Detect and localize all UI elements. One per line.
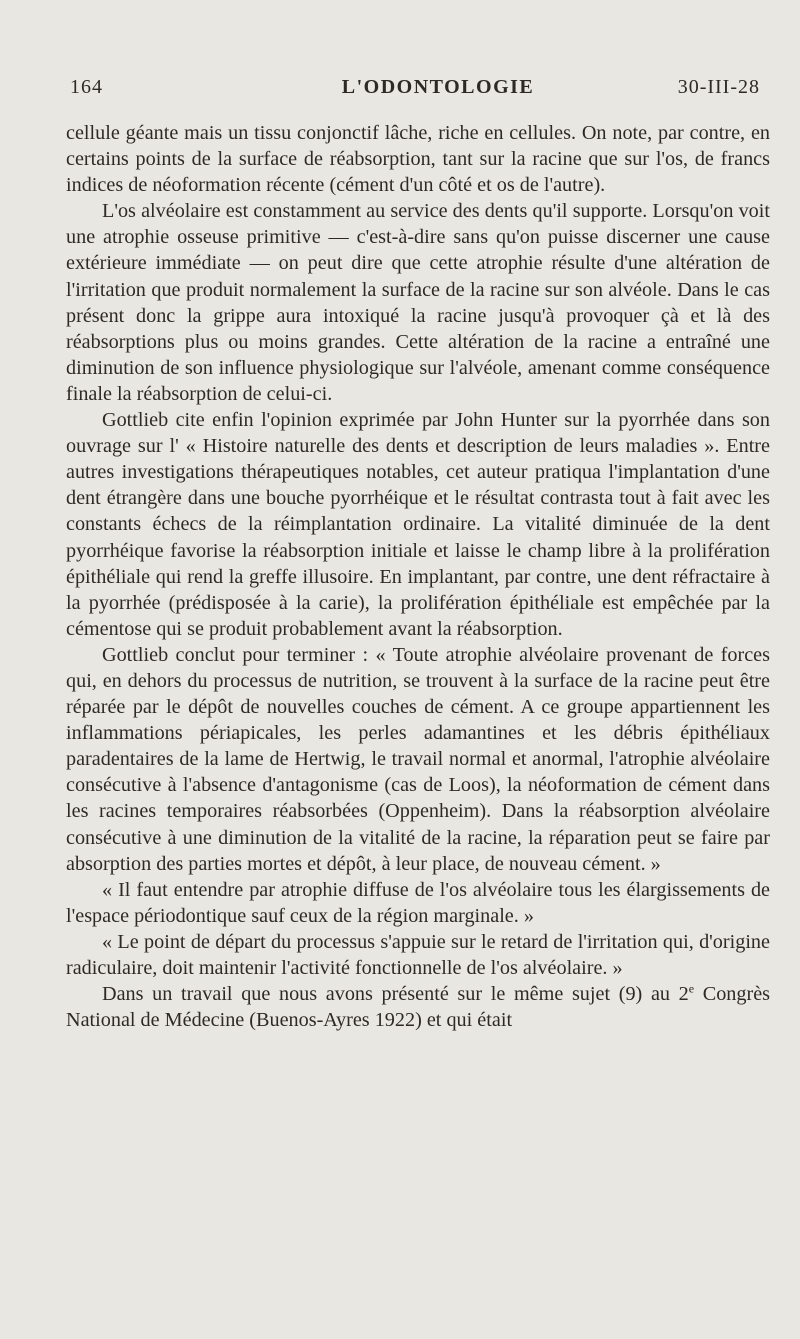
article-body — [66, 120, 770, 1033]
paragraph: Gottlieb conclut pour terminer : « Toute atrophie alvéolaire provenant de forces qui, en dehors du processus de nutrition, se trouvent à la surface de la racine peut être réparée par le dépôt de nouvelles couches de cément. A ce groupe appartiennent les inflammations périapicales, les perles adamantines et les débris épithéliaux paradentaires de la lame de Hertwig, le travail normal et anormal, l'atrophie alvéolaire consécutive à l'absence d'antagonisme (cas de Loos), la néoformation de cément dans les racines temporaires réabsorbées (Oppenheim). Dans la réabsorption alvéolaire consécutive à une diminution de la vitalité de la racine, la réparation peut se faire par absorption des parties mortes et dépôt, à leur place, de nouveau cément. » — [66, 643, 770, 875]
paragraph: « Le point de départ du processus s'appuie sur le retard de l'irritation qui, d'origine radiculaire, doit maintenir l'activité fonctionnelle de l'os alvéolaire. » — [66, 930, 770, 979]
paragraph-last — [66, 981, 770, 1033]
text-run: Dans un travail que nous avons présenté sur le même sujet — [102, 983, 611, 1006]
paragraph: L'os alvéolaire est constamment au service des dents qu'il supporte. Lorsqu'on voit une atrophie osseuse primitive — c'est-à-dire sans qu'on puisse discerner une cause extérieure immédiate — on peut dire que cette atrophie résulte d'une altération de l'irritation que produit normalement la surface de la racine sur son alvéole. Dans le cas présent donc la grippe aura intoxiqué la racine jusqu'à provoquer çà et là des réabsorptions plus ou moins grandes. Cette altération de la racine a entraîné une diminution de son influence physiologique sur l'alvéole, amenant comme conséquence finale la réabsorption de celui-ci. — [66, 200, 770, 405]
text-run: au 2 — [650, 983, 689, 1006]
page-number: 164 — [70, 76, 103, 98]
journal-title: L'ODONTOLOGIE — [341, 76, 535, 98]
paragraph: Gottlieb cite enfin l'opinion exprimée par John Hunter sur la pyorrhée dans son ouvrage sur l' « Histoire naturelle des dents et description de leurs maladies ». Entre autres investigations thérapeutiques notables, cet auteur pratiqua l'implantation d'une dent étrangère dans une bouche pyorrhéique et le résultat contrasta tout à fait avec les constants échecs de la réimplantation ordinaire. La vitalité diminuée de la dent pyorrhéique favorise la réabsorption initiale et laisse le champ libre à la prolifération épithéliale qui rend la greffe illusoire. En implantant, par contre, une dent réfractaire à la pyorrhée (prédisposée à la carie), la prolifération épithéliale est empêchée par la cémentose qui se produit probablement avant la réabsorption. — [66, 409, 770, 640]
running-header — [66, 76, 770, 106]
superscript: e — [688, 981, 695, 996]
issue-date: 30-III-28 — [677, 76, 760, 98]
paragraph: « Il faut entendre par atrophie diffuse de l'os alvéolaire tous les élargissements de l'espace périodontique sauf ceux de la région marginale. » — [66, 878, 770, 927]
text-run: Congrès National de Médecine (Buenos-Ayres 1922) et qui était — [66, 983, 771, 1032]
reference-number: (9) — [618, 983, 643, 1006]
paragraph: cellule géante mais un tissu conjonctif lâche, riche en cellules. On note, par contre, en certains points de la surface de réabsorption, tant sur la racine que sur l'os, de francs indices de néoformation récente (cément d'un côté et os de l'autre). — [66, 122, 770, 197]
